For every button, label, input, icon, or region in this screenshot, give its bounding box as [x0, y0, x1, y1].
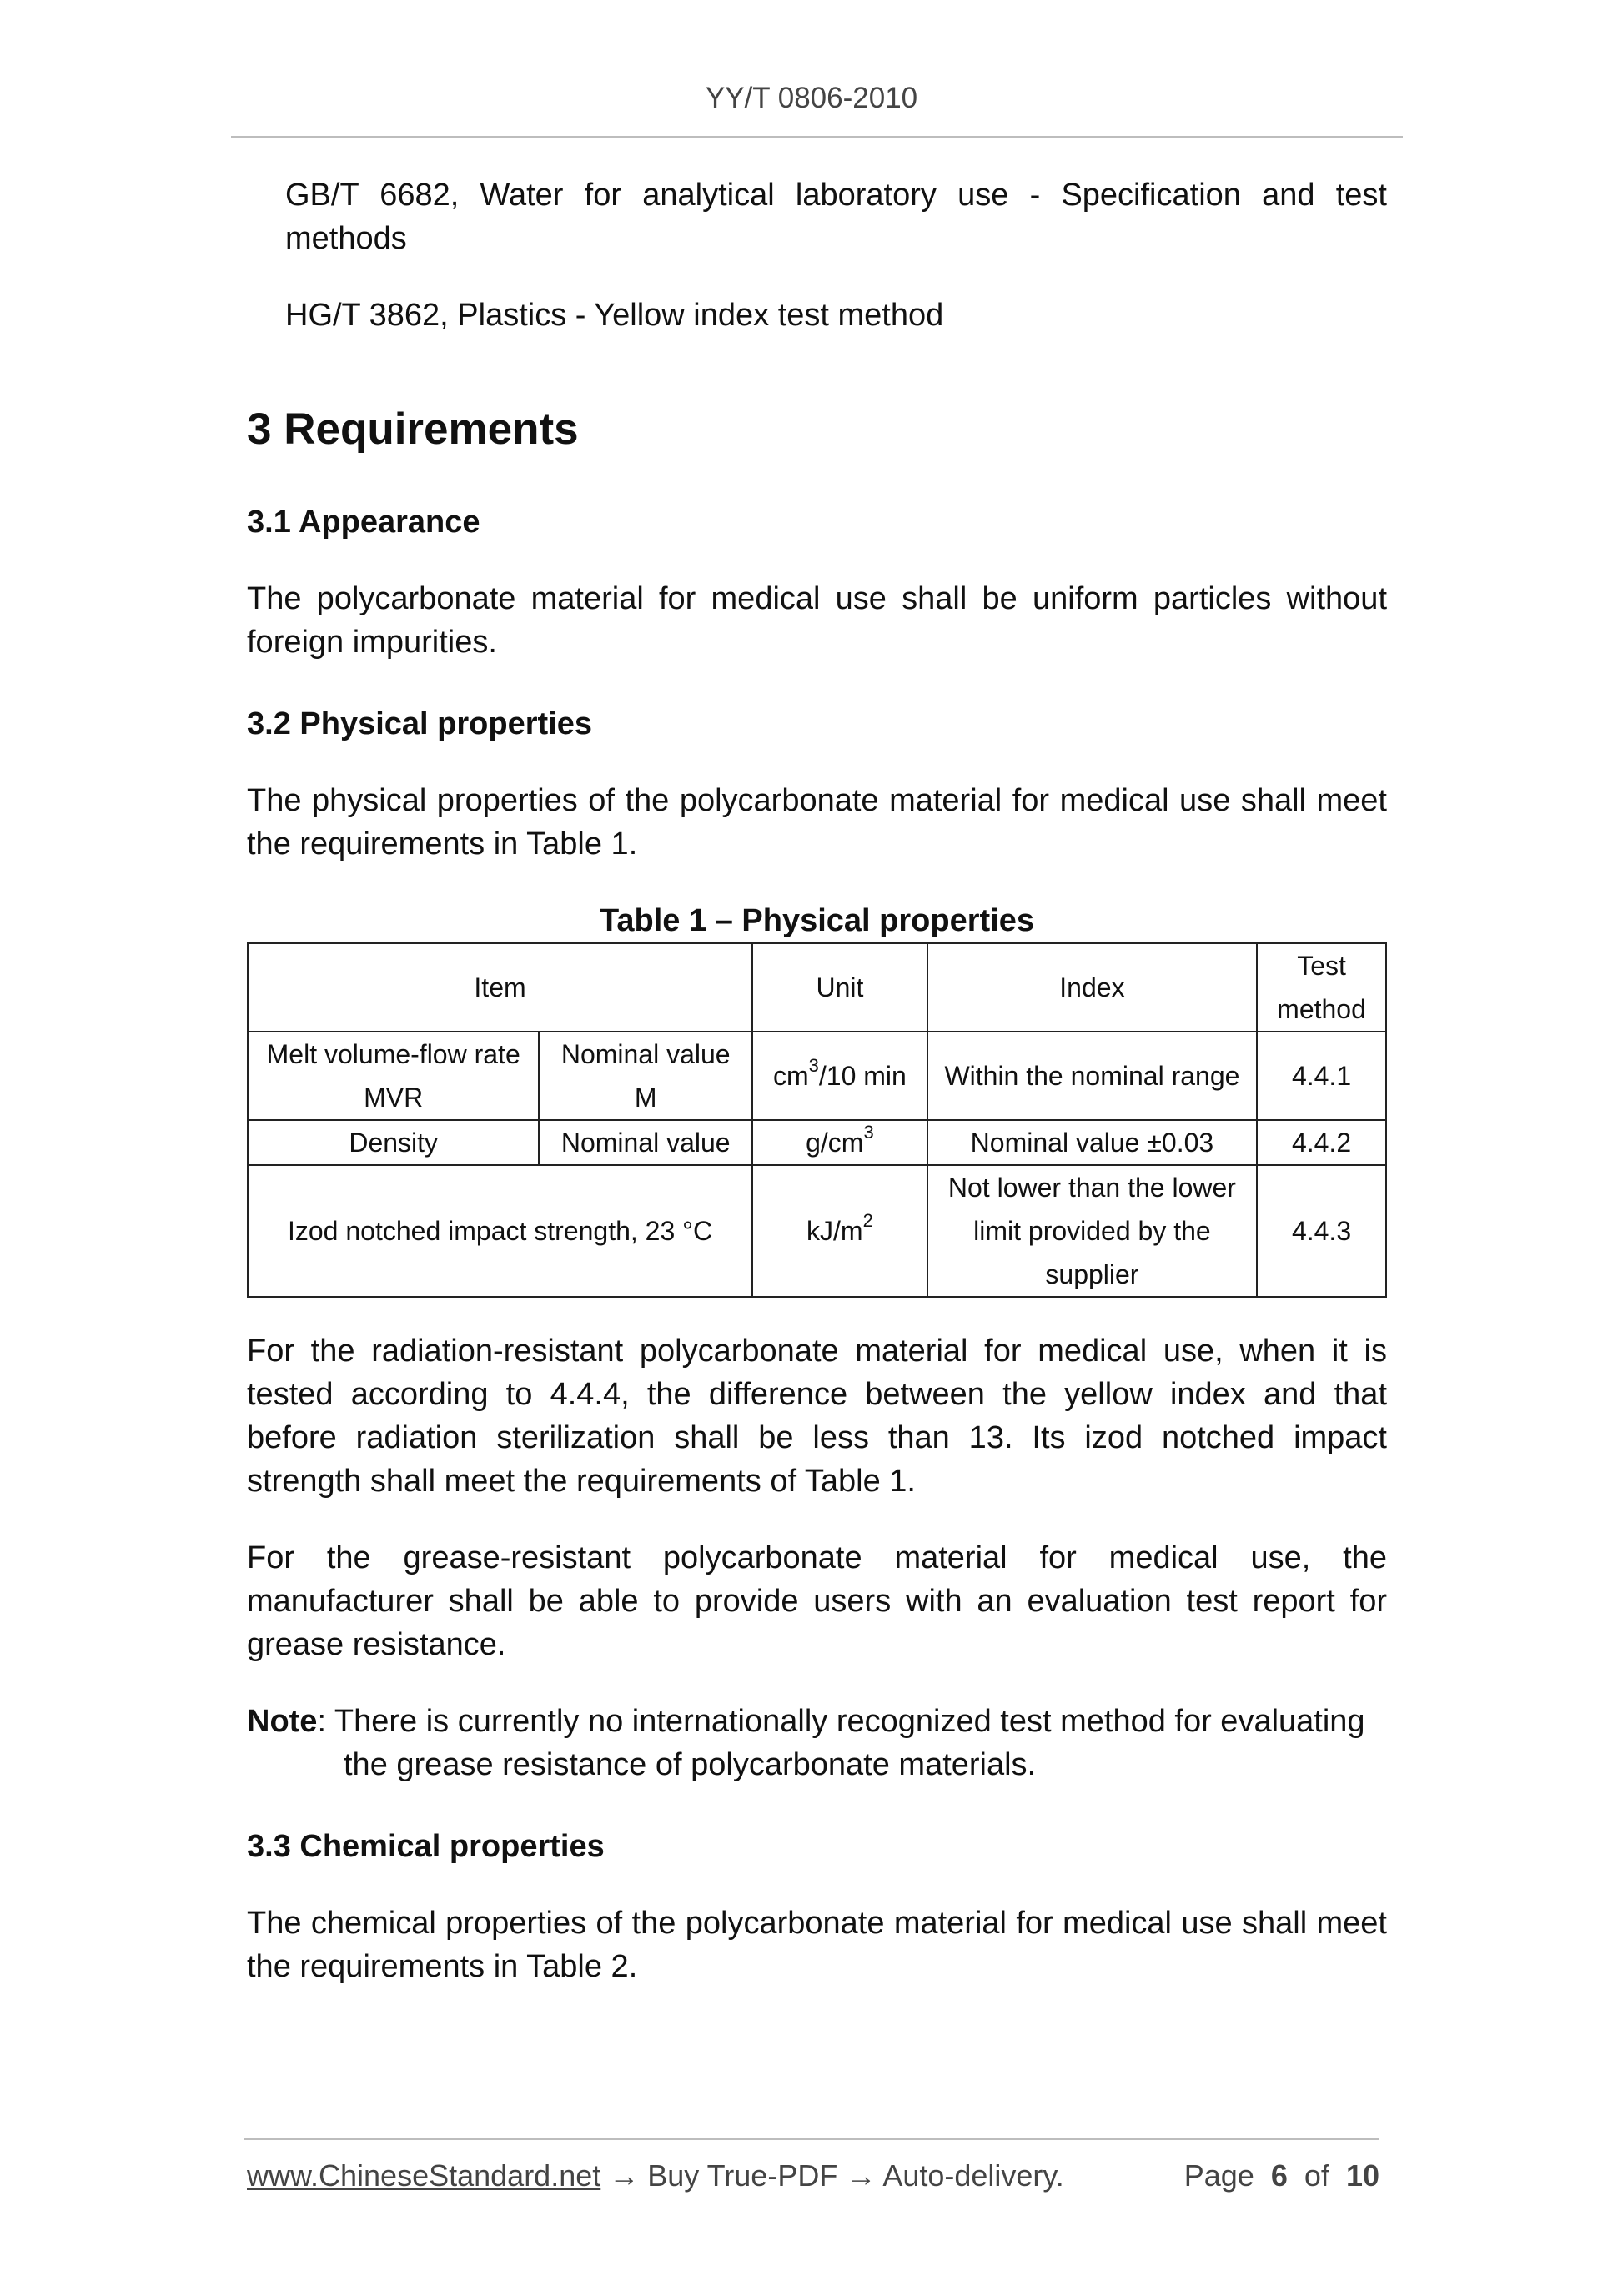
- header-unit: Unit: [752, 943, 927, 1032]
- reference-gbt-6682: GB/T 6682, Water for analytical laboratory use - Specification and test methods: [285, 178, 1387, 256]
- note-text-line-1: : There is currently no internationally recognized test method for evaluating: [317, 1704, 1365, 1739]
- section-3-3-heading: 3.3 Chemical properties: [247, 1829, 605, 1864]
- physical-properties-table: [247, 942, 1387, 1298]
- row-index: Not lower than the lower limit provided by the supplier: [927, 1165, 1257, 1297]
- row-item: Melt volume-flow rate MVR: [248, 1032, 539, 1120]
- row-test-method: 4.4.1: [1257, 1032, 1386, 1120]
- row-test-method: 4.4.3: [1257, 1165, 1386, 1297]
- row-item: Density: [248, 1120, 539, 1165]
- footer-divider: [244, 2138, 1379, 2140]
- current-page: 6: [1270, 2158, 1288, 2193]
- note-text-line-2: the grease resistance of polycarbonate materials.: [344, 1747, 1037, 1782]
- row-unit: $cm^3/10$ min: [752, 1032, 927, 1120]
- reference-hgt-3862: HG/T 3862, Plastics - Yellow index test method: [285, 298, 944, 333]
- row-unit: $g/cm^3$: [752, 1120, 927, 1165]
- section-3-2-heading: 3.2 Physical properties: [247, 706, 592, 741]
- physical-intro-text: The physical properties of the polycarbonate material for medical use shall meet the requirements in Table 1.: [247, 783, 1387, 862]
- row-index: Within the nominal range: [927, 1032, 1257, 1120]
- table-header-row: [248, 943, 1386, 1032]
- table-row: [248, 1032, 1386, 1120]
- page-footer: [247, 2158, 1379, 2193]
- table-row: [248, 1165, 1386, 1297]
- note-label: Note: [247, 1704, 318, 1739]
- row-subitem: Nominal value M: [539, 1032, 752, 1120]
- radiation-resistant-paragraph: For the radiation-resistant polycarbonate material for medical use, when it is tested according to 4.4.4, the difference between the yellow index and that before radiation sterilization shall be less than 13. Its izod notched impact strength shall meet the requirements of Table 1.: [247, 1334, 1387, 1499]
- row-index: Nominal value ±0.03: [927, 1120, 1257, 1165]
- section-3-heading: 3 Requirements: [247, 404, 579, 454]
- chemical-intro-text: The chemical properties of the polycarbonate material for medical use shall meet the requirements in Table 2.: [247, 1906, 1387, 1984]
- grease-resistant-paragraph: For the grease-resistant polycarbonate material for medical use, the manufacturer shall be able to provide users with an evaluation test report for grease resistance.: [247, 1540, 1387, 1662]
- section-3-1-heading: 3.1 Appearance: [247, 505, 480, 540]
- appearance-text: The polycarbonate material for medical use shall be uniform particles without foreign impurities.: [247, 581, 1387, 660]
- row-subitem: Nominal value: [539, 1120, 752, 1165]
- page-indicator: Page 6 of 10: [1183, 2158, 1379, 2193]
- header-item: Item: [248, 943, 752, 1032]
- header-index: Index: [927, 943, 1257, 1032]
- footer-promo-text: → Buy True-PDF → Auto-delivery.: [600, 2158, 1064, 2193]
- row-unit: $kJ/m^2$: [752, 1165, 927, 1297]
- table-1-title: Table 1 – Physical properties: [600, 903, 1034, 938]
- header-test-method: Test method: [1257, 943, 1386, 1032]
- row-test-method: 4.4.2: [1257, 1120, 1386, 1165]
- document-code-header: YY/T 0806-2010: [705, 82, 918, 114]
- table-row: [248, 1120, 1386, 1165]
- note: [247, 1700, 1387, 1786]
- page-content: [247, 173, 1387, 1988]
- total-pages: 10: [1345, 2158, 1379, 2193]
- row-item: Izod notched impact strength, 23 °C: [248, 1165, 752, 1297]
- chinese-standard-link[interactable]: www.ChineseStandard.net: [247, 2158, 601, 2193]
- header-divider: [231, 136, 1403, 138]
